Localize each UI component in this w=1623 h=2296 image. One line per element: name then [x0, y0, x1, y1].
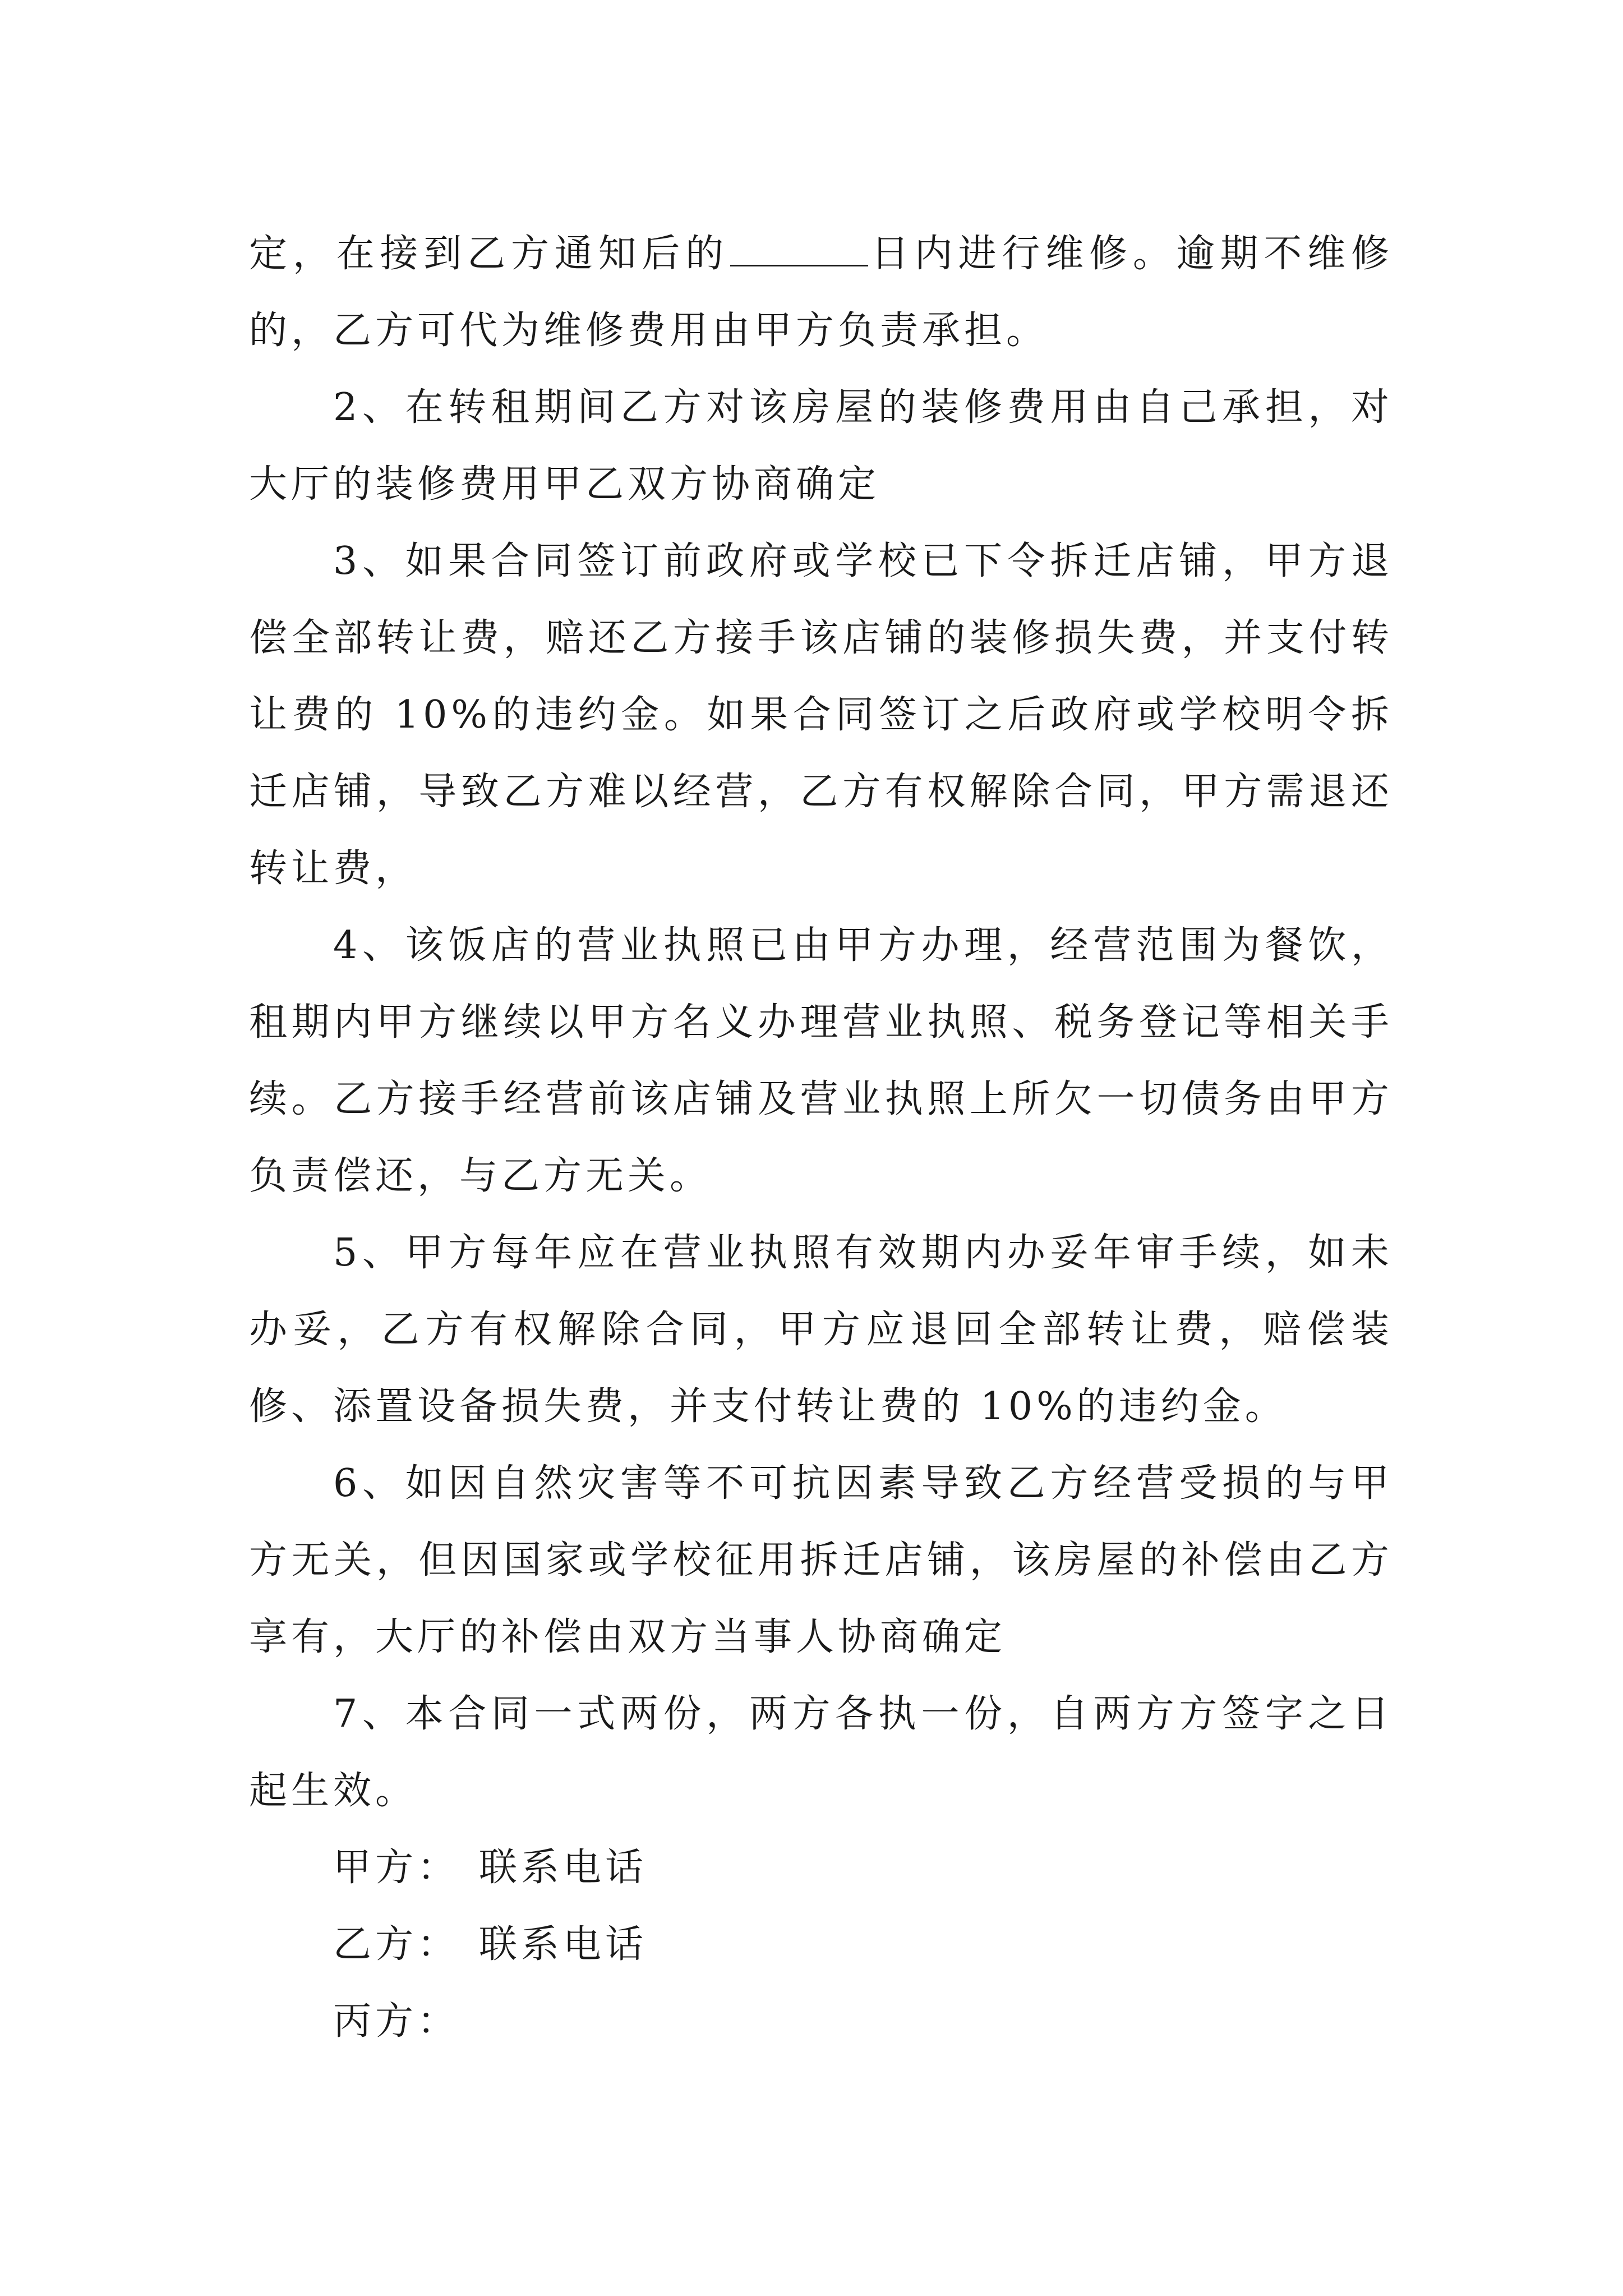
fill-in-blank — [730, 231, 868, 266]
party-a-label: 甲方： — [333, 1846, 460, 1890]
signature-party-c — [249, 1983, 1393, 2060]
signature-party-b — [249, 1906, 1393, 1983]
clause-5: 5、甲方每年应在营业执照有效期内办妥年审手续，如未办妥，乙方有权解除合同，甲方应退回全部转让费，赔偿装修、添置设备损失费，并支付转让费的 10%的违约金。 — [249, 1231, 1393, 1429]
continuation-paragraph — [249, 215, 1393, 369]
document-body — [249, 215, 1393, 2060]
clause-7: 7、本合同一式两份，两方各执一份，自两方方签字之日起生效。 — [249, 1692, 1393, 1813]
clause-3: 3、如果合同签订前政府或学校已下令拆迁店铺，甲方退偿全部转让费，赔还乙方接手该店铺的装修损失费，并支付转让费的 10%的违约金。如果合同签订之后政府或学校明令拆迁店铺，导致乙方难以经营，乙方有权解除合同，甲方需退还转让费， — [249, 539, 1393, 891]
signature-party-a — [249, 1829, 1393, 1906]
party-c-label: 丙方： — [333, 1999, 460, 2044]
clause-2: 2、在转租期间乙方对该房屋的装修费用由自己承担，对大厅的装修费用甲乙双方协商确定 — [249, 385, 1393, 507]
clause-4: 4、该饭店的营业执照已由甲方办理，经营范围为餐饮，租期内甲方继续以甲方名义办理营业执照、税务登记等相关手续。乙方接手经营前该店铺及营业执照上所欠一切债务由甲方负责偿还，与乙方无关。 — [249, 923, 1393, 1198]
continuation-text-after: 日内进行维修。逾期不维修的，乙方可代为维修费用由甲方负责承担。 — [249, 232, 1393, 353]
party-a-phone-label: 联系电话 — [479, 1846, 648, 1890]
continuation-text-before: 定，在接到乙方通知后的 — [249, 232, 730, 276]
clause-6: 6、如因自然灾害等不可抗因素导致乙方经营受损的与甲方无关，但因国家或学校征用拆迁店铺，该房屋的补偿由乙方享有，大厅的补偿由双方当事人协商确定 — [249, 1461, 1393, 1659]
party-b-phone-label: 联系电话 — [479, 1922, 648, 1967]
party-b-label: 乙方： — [333, 1922, 460, 1967]
